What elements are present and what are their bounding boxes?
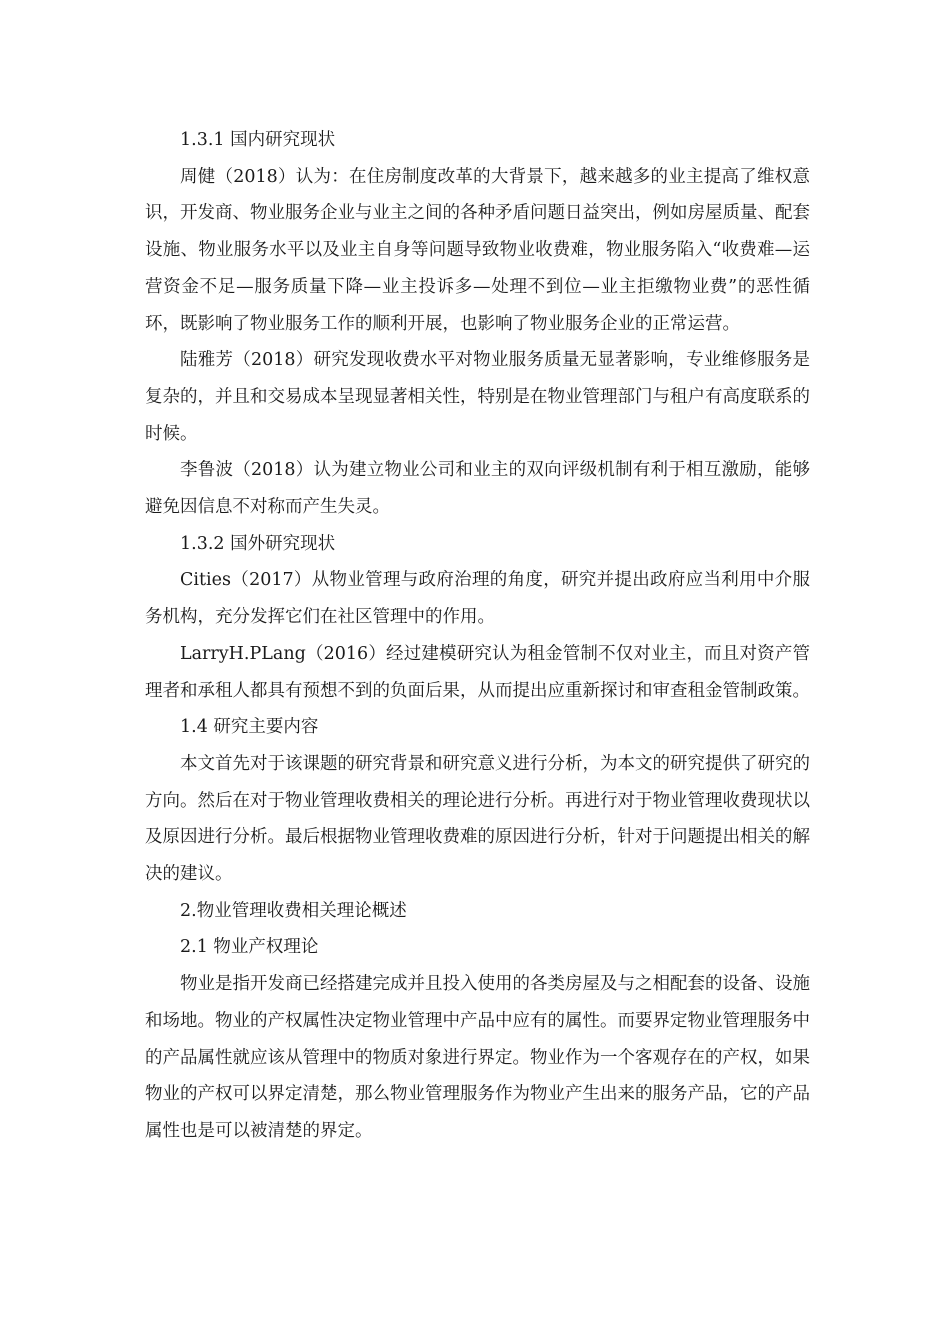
paragraph-larry-plang: LarryH.PLang（2016）经过建模研究认为租金管制不仅对业主，而且对资产管理者和承租人都具有预想不到的负面后果，从而提出应重新探讨和审查租金管制政策。 (145, 643, 810, 701)
paragraph-main-content: 本文首先对于该课题的研究背景和研究意义进行分析，为本文的研究提供了研究的方向。然后在对于物业管理收费相关的理论进行分析。再进行对于物业管理收费现状以及原因进行分析。最后根据物业管理收费难的原因进行分析，针对于问题提出相关的解决的建议。 (145, 753, 810, 885)
section-heading-1-3-1: 1.3.1 国内研究现状 (180, 130, 336, 150)
paragraph-zhou-jian: 周健（2018）认为：在住房制度改革的大背景下，越来越多的业主提高了维权意识，开发商、物业服务企业与业主之间的各种矛盾问题日益突出，例如房屋质量、配套设施、物业服务水平以及业主自身等问题导致物业收费难，物业服务陷入“收费难—运营资金不足—服务质量下降—业主投诉多—处理不到位—业主拒缴物业费”的恶性循环，既影响了物业服务工作的顺利开展，也影响了物业服务企业的正常运营。 (145, 166, 810, 334)
section-heading-1-3-2: 1.3.2 国外研究现状 (180, 533, 336, 554)
paragraph-li-lubo: 李鲁波（2018）认为建立物业公司和业主的双向评级机制有利于相互激励，能够避免因信息不对称而产生失灵。 (145, 460, 810, 518)
paragraph-property-rights: 物业是指开发商已经搭建完成并且投入使用的各类房屋及与之相配套的设备、设施和场地。物业的产权属性决定物业管理中产品中应有的属性。而要界定物业管理服务中的产品属性就应该从管理中的物质对象进行界定。物业作为一个客观存在的产权，如果物业的产权可以界定清楚，那么物业管理服务作为物业产生出来的服务产品，它的产品属性也是可以被清楚的界定。 (145, 974, 810, 1141)
chapter-heading-2: 2.物业管理收费相关理论概述 (180, 900, 407, 921)
section-heading-1-4: 1.4 研究主要内容 (180, 717, 319, 738)
section-heading-2-1: 2.1 物业产权理论 (180, 937, 319, 958)
paragraph-lu-yafang: 陆雅芳（2018）研究发现收费水平对物业服务质量无显著影响，专业维修服务是复杂的，并且和交易成本呈现显著相关性，特别是在物业管理部门与租户有高度联系的时候。 (145, 350, 810, 444)
paragraph-cities: Cities（2017）从物业管理与政府治理的角度，研究并提出政府应当利用中介服务机构，充分发挥它们在社区管理中的作用。 (145, 570, 810, 628)
